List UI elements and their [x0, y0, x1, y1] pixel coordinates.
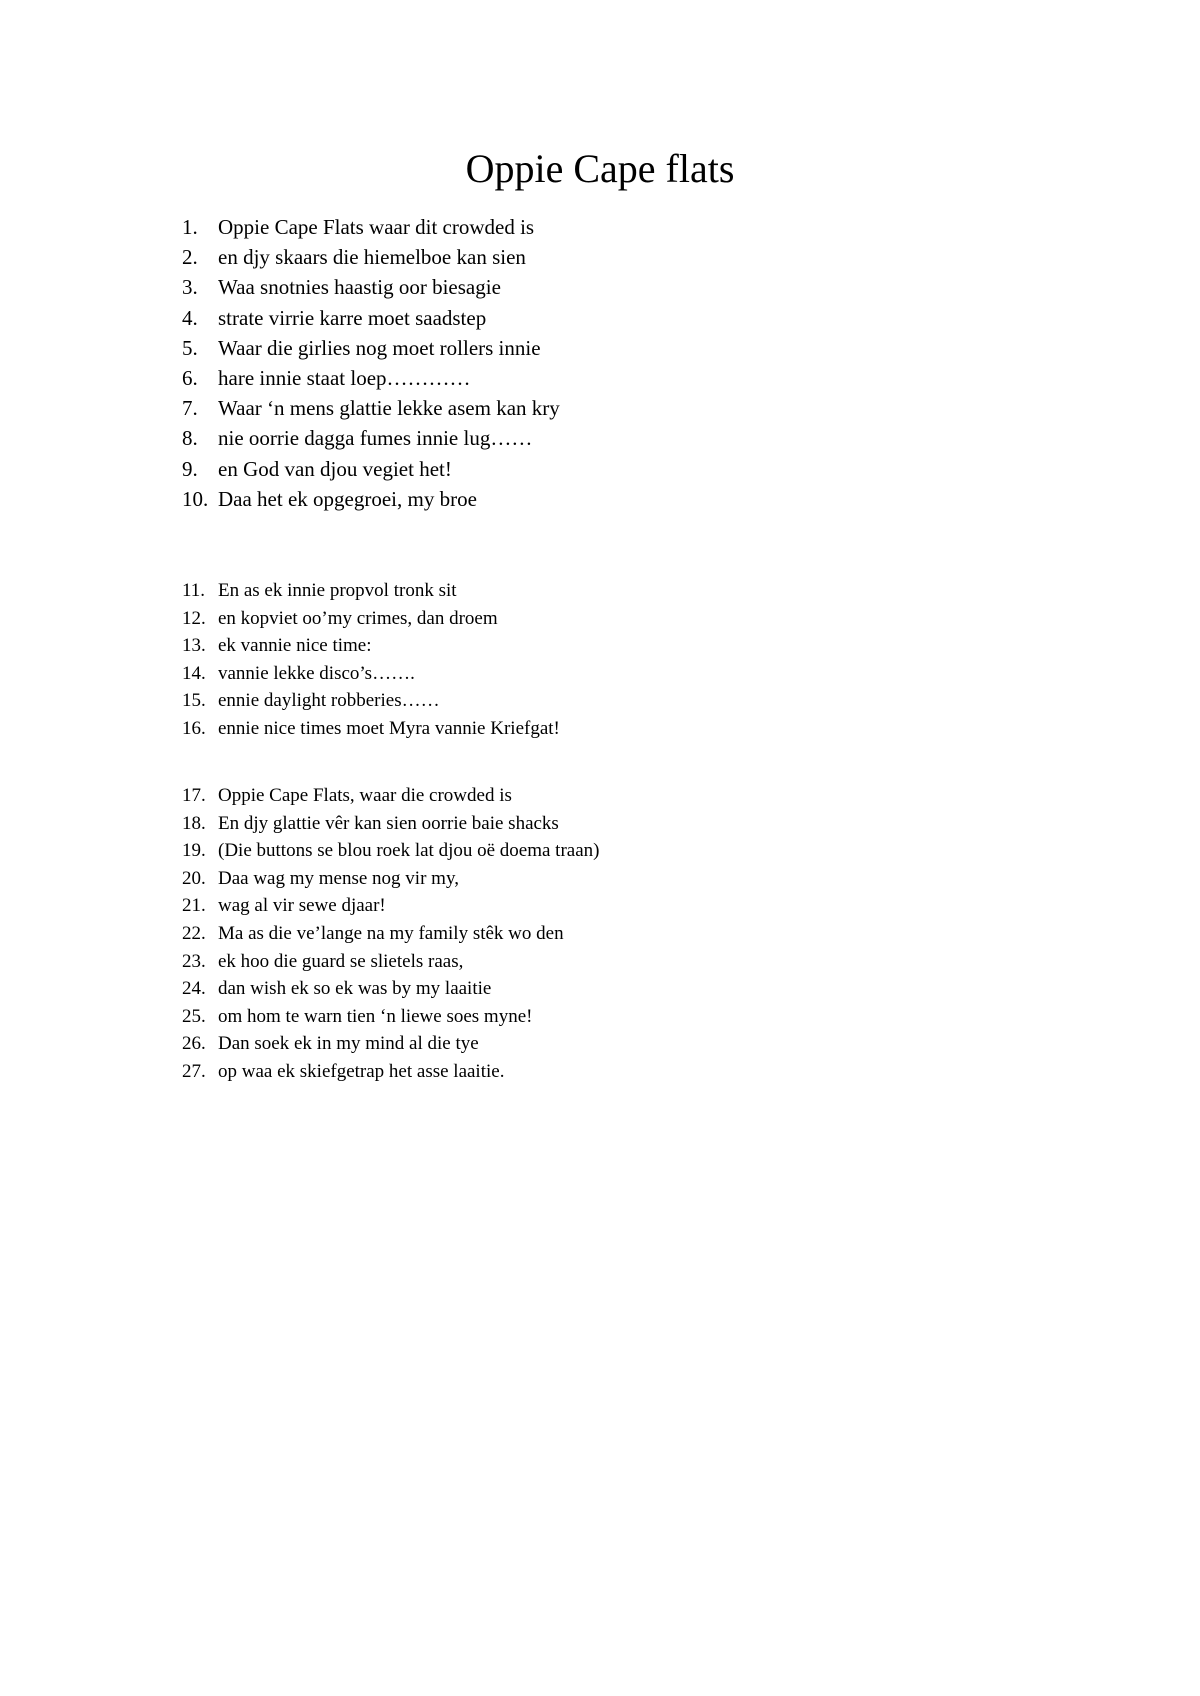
poem-line [182, 333, 560, 363]
line-text: (Die buttons se blou roek lat djou oë doema traan) [218, 840, 600, 862]
poem-line [182, 660, 560, 688]
poem-line [182, 1030, 599, 1058]
line-number: 10. [182, 486, 209, 511]
line-text: Dan soek ek in my mind al die tye [218, 1033, 479, 1055]
stanza-1 [182, 212, 560, 514]
poem-line [182, 272, 560, 302]
line-text: Waar ‘n mens glattie lekke asem kan kry [218, 396, 560, 421]
poem-line [182, 212, 560, 242]
poem-line [182, 1003, 599, 1031]
line-number: 22. [182, 922, 206, 944]
poem-line [182, 363, 560, 393]
line-text: dan wish ek so ek was by my laaitie [218, 978, 492, 1000]
line-text: Oppie Cape Flats, waar die crowded is [218, 785, 512, 806]
line-number: 5. [182, 335, 198, 360]
line-number: 23. [182, 950, 206, 972]
line-text: op waa ek skiefgetrap het asse laaitie. [218, 1060, 505, 1082]
line-number: 21. [182, 895, 206, 917]
poem-line [182, 865, 599, 893]
line-number: 3. [182, 275, 198, 300]
poem-line [182, 892, 599, 920]
line-text: ek vannie nice time: [218, 635, 372, 657]
poem-line [182, 605, 560, 633]
line-number: 11. [182, 580, 206, 601]
line-number: 9. [182, 456, 198, 481]
line-number: 15. [182, 690, 206, 712]
line-text: ennie nice times moet Myra vannie Kriefgat! [218, 717, 560, 739]
line-number: 26. [182, 1033, 206, 1055]
line-number: 18. [182, 812, 206, 834]
line-number: 24. [182, 978, 206, 1000]
line-text: En as ek innie propvol tronk sit [218, 580, 457, 601]
poem-line [182, 454, 560, 484]
line-text: nie oorrie dagga fumes innie lug…… [218, 426, 533, 451]
poem-line [182, 303, 560, 333]
poem-line [182, 782, 599, 810]
line-text: Oppie Cape Flats waar dit crowded is [218, 215, 535, 239]
poem-line [182, 975, 599, 1003]
line-text: en kopviet oo’my crimes, dan droem [218, 607, 498, 629]
line-number: 7. [182, 396, 198, 421]
line-number: 20. [182, 867, 206, 889]
line-number: 25. [182, 1005, 206, 1027]
poem-line [182, 632, 560, 660]
poem-line [182, 948, 599, 976]
poem-line [182, 715, 560, 743]
poem-line [182, 423, 560, 453]
line-number: 6. [182, 365, 198, 390]
line-number: 19. [182, 840, 206, 862]
line-text: Waar die girlies nog moet rollers innie [218, 335, 541, 360]
line-text: wag al vir sewe djaar! [218, 895, 386, 917]
line-number: 4. [182, 305, 198, 330]
line-number: 27. [182, 1060, 206, 1082]
line-number: 8. [182, 426, 198, 451]
line-text: strate virrie karre moet saadstep [218, 305, 487, 330]
line-text: om hom te warn tien ‘n liewe soes myne! [218, 1005, 533, 1027]
line-text: hare innie staat loep………… [218, 365, 471, 390]
line-number: 12. [182, 607, 206, 629]
line-text: Daa het ek opgegroei, my broe [218, 486, 477, 511]
poem-line [182, 1058, 599, 1086]
line-number: 16. [182, 717, 206, 739]
line-text: ennie daylight robberies…… [218, 690, 440, 712]
line-text: ek hoo die guard se slietels raas, [218, 950, 464, 972]
stanza-2 [182, 577, 560, 743]
line-text: vannie lekke disco’s……. [218, 662, 415, 684]
poem-line [182, 484, 560, 514]
line-text: En djy glattie vêr kan sien oorrie baie shacks [218, 812, 559, 834]
line-number: 1. [182, 215, 198, 239]
line-text: en djy skaars die hiemelboe kan sien [218, 245, 526, 270]
poem-line [182, 810, 599, 838]
poem-line [182, 687, 560, 715]
line-number: 17. [182, 785, 206, 806]
page-title: Oppie Cape flats [465, 146, 735, 191]
poem-line [182, 920, 599, 948]
poem-line [182, 393, 560, 423]
poem-line [182, 577, 560, 605]
line-number: 13. [182, 635, 206, 657]
poem-line [182, 837, 599, 865]
poem-line [182, 242, 560, 272]
line-number: 2. [182, 245, 198, 270]
line-text: en God van djou vegiet het! [218, 456, 452, 481]
line-text: Ma as die ve’lange na my family stêk wo den [218, 922, 564, 944]
line-number: 14. [182, 662, 206, 684]
stanza-3 [182, 782, 599, 1086]
line-text: Waa snotnies haastig oor biesagie [218, 275, 501, 300]
line-text: Daa wag my mense nog vir my, [218, 867, 459, 889]
